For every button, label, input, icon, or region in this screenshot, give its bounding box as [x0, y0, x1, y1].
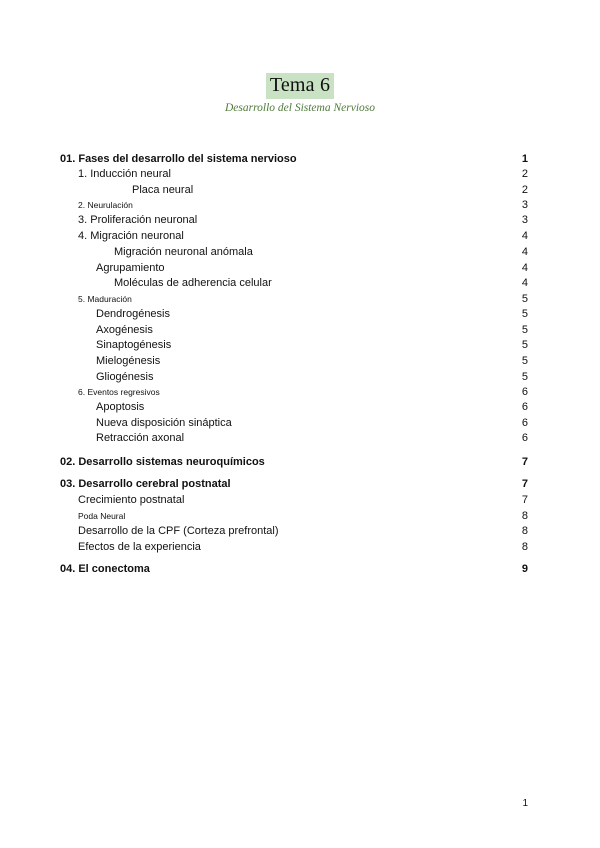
toc-entry[interactable]	[0, 540, 600, 554]
toc-entry-page: 1	[521, 153, 528, 165]
document-title	[0, 73, 600, 99]
toc-entry-page: 3	[521, 199, 528, 211]
toc-entry-section-03[interactable]	[0, 477, 600, 491]
toc-entry-label: Sinaptogénesis	[96, 339, 172, 351]
toc-entry-page: 6	[521, 432, 528, 444]
toc-entry-page: 4	[521, 277, 528, 289]
toc-entry[interactable]	[0, 431, 600, 445]
toc-entry-page: 2	[521, 168, 528, 180]
toc-entry-label: Desarrollo de la CPF (Corteza prefrontal)	[78, 525, 279, 537]
toc-entry-label: 6. Eventos regresivos	[78, 387, 160, 397]
title-text: Tema 6	[266, 73, 334, 99]
toc-entry-label: 4. Migración neuronal	[78, 230, 184, 242]
toc-entry-page: 6	[521, 417, 528, 429]
toc-entry[interactable]	[0, 524, 600, 538]
toc-entry-label: Poda Neural	[78, 511, 126, 521]
toc-entry[interactable]	[0, 183, 600, 197]
toc-entry-label: 2. Neurulación	[78, 200, 133, 210]
document-subtitle	[0, 102, 584, 114]
toc-entry-label: 3. Proliferación neuronal	[78, 214, 198, 226]
toc-entry-page: 4	[521, 230, 528, 242]
toc-entry-label: Agrupamiento	[96, 262, 165, 274]
toc-entry-label: Efectos de la experiencia	[78, 541, 201, 553]
toc-entry[interactable]	[0, 307, 600, 321]
toc-entry-page: 9	[521, 563, 528, 575]
toc-entry[interactable]	[0, 509, 600, 523]
toc-entry-page: 7	[521, 494, 528, 506]
toc-entry-page: 5	[521, 324, 528, 336]
toc-entry[interactable]	[0, 292, 600, 306]
toc-entry-page: 7	[521, 456, 528, 468]
toc-entry-page: 6	[521, 386, 528, 398]
toc-entry[interactable]	[0, 323, 600, 337]
toc-entry[interactable]	[0, 354, 600, 368]
toc-entry-section-02[interactable]	[0, 455, 600, 469]
toc-entry-page: 7	[521, 478, 528, 490]
toc-entry[interactable]	[0, 338, 600, 352]
toc-entry[interactable]	[0, 276, 600, 290]
subtitle-text: Desarrollo del Sistema Nervioso	[224, 102, 375, 114]
toc-entry-page: 8	[521, 510, 528, 522]
toc-entry-page: 4	[521, 262, 528, 274]
toc-entry[interactable]	[0, 213, 600, 227]
toc-entry-label: Axogénesis	[96, 324, 153, 336]
toc-entry-label: Nueva disposición sináptica	[96, 417, 232, 429]
toc-entry-page: 5	[521, 308, 528, 320]
footer-page-number: 1	[522, 798, 528, 809]
toc-entry-page: 8	[521, 525, 528, 537]
toc-entry-page: 5	[521, 371, 528, 383]
toc-entry[interactable]	[0, 245, 600, 259]
toc-entry[interactable]	[0, 416, 600, 430]
toc-entry-label: Apoptosis	[96, 401, 145, 413]
toc-entry-label: 04. El conectoma	[60, 563, 150, 575]
toc-entry[interactable]	[0, 229, 600, 243]
toc-entry-label: Dendrogénesis	[96, 308, 170, 320]
toc-entry-page: 4	[521, 246, 528, 258]
toc-entry-page: 6	[521, 401, 528, 413]
toc-entry-page: 5	[521, 355, 528, 367]
toc-entry-label: Retracción axonal	[96, 432, 185, 444]
toc-entry[interactable]	[0, 261, 600, 275]
toc-entry-page: 2	[521, 184, 528, 196]
toc-entry-section-01[interactable]	[0, 152, 600, 166]
toc-entry[interactable]	[0, 198, 600, 212]
toc-entry-label: 01. Fases del desarrollo del sistema nervioso	[60, 153, 297, 165]
toc-entry-section-04[interactable]	[0, 562, 600, 576]
toc-entry[interactable]	[0, 400, 600, 414]
toc-entry[interactable]	[0, 385, 600, 399]
toc-entry-label: Gliogénesis	[96, 371, 154, 383]
toc-entry[interactable]	[0, 167, 600, 181]
toc-entry[interactable]	[0, 493, 600, 507]
toc-entry-page: 5	[521, 293, 528, 305]
toc-entry-label: Mielogénesis	[96, 355, 161, 367]
toc-entry-page: 3	[521, 214, 528, 226]
toc-entry-label: Moléculas de adherencia celular	[114, 277, 272, 289]
toc-entry-label: Migración neuronal anómala	[114, 246, 253, 258]
toc-entry-label: 03. Desarrollo cerebral postnatal	[60, 478, 231, 490]
toc-entry-page: 8	[521, 541, 528, 553]
toc-entry-label: Crecimiento postnatal	[78, 494, 185, 506]
toc-entry-page: 5	[521, 339, 528, 351]
toc-entry-label: 1. Inducción neural	[78, 168, 171, 180]
toc-entry-label: 02. Desarrollo sistemas neuroquímicos	[60, 456, 265, 468]
toc-entry-label: 5. Maduración	[78, 294, 132, 304]
toc-entry[interactable]	[0, 370, 600, 384]
toc-entry-label: Placa neural	[132, 184, 194, 196]
